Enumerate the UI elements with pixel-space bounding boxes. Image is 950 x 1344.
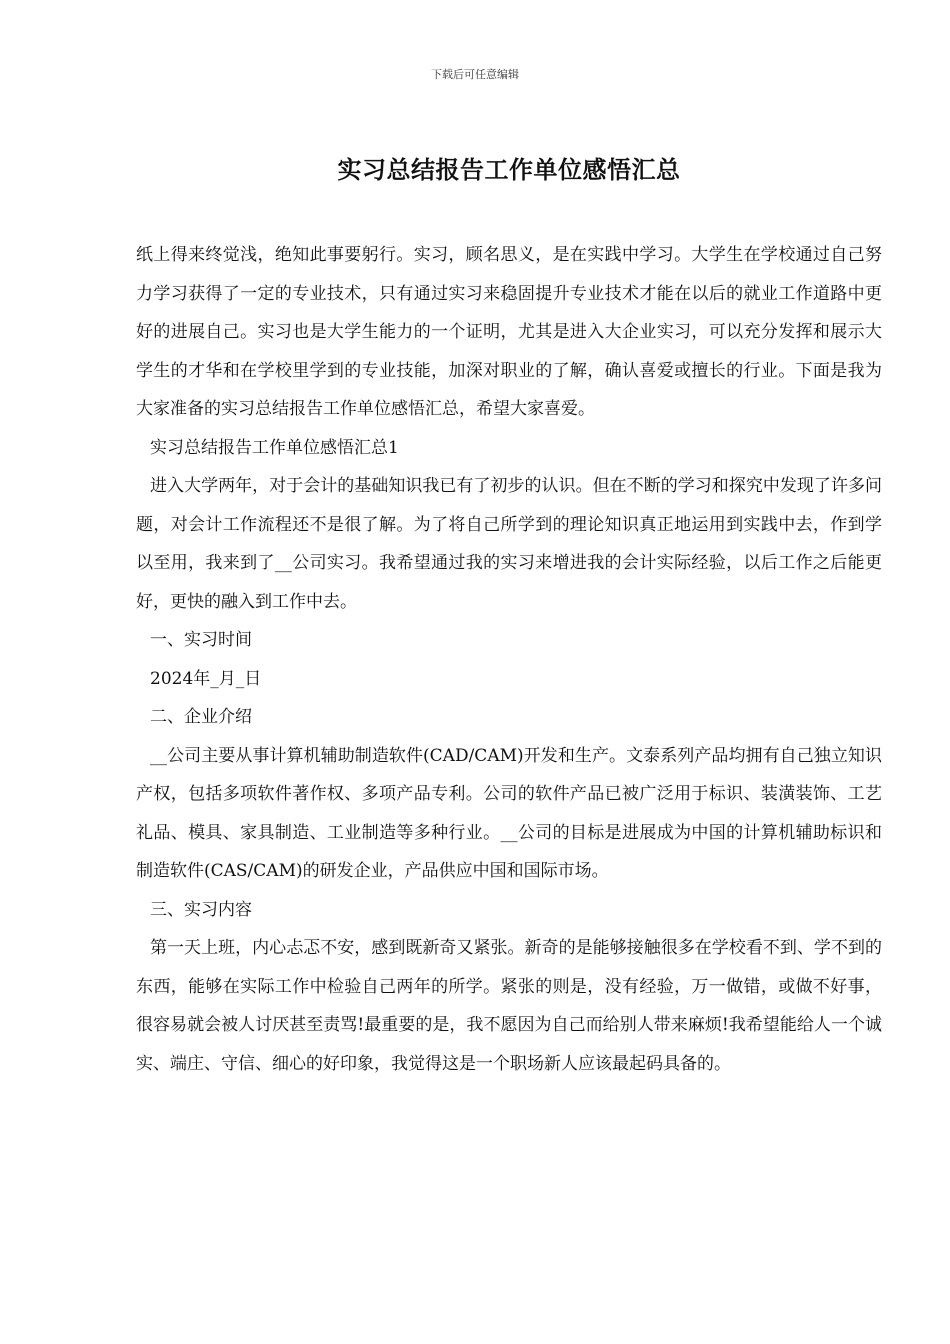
paragraph-first-day: 第一天上班，内心忐忑不安，感到既新奇又紧张。新奇的是能够接触很多在学校看不到、学不到的东西，能够在实际工作中检验自己两年的所学。紧张的则是，没有经验，万一做错，或做不好事，很容易就会被人讨厌甚至责骂!最重要的是，我不愿因为自己而给别人带来麻烦!我希望能给人一个诚实、端庄、守信、细心的好印象，我觉得这是一个职场新人应该最起码具备的。 <box>136 938 882 1074</box>
paragraph-university: 进入大学两年，对于会计的基础知识我已有了初步的认识。但在不断的学习和探究中发现了许多问题，对会计工作流程还不是很了解。为了将自己所学到的理论知识真正地运用到实践中去，作到学以至用，我来到了__公司实习。我希望通过我的实习来增进我的会计实际经验，以后工作之后能更好，更快的融入到工作中去。 <box>136 476 882 612</box>
section-heading-1: 实习总结报告工作单位感悟汇总1 <box>150 437 399 458</box>
heading-internship-content: 三、实习内容 <box>150 899 252 920</box>
heading-company-intro: 二、企业介绍 <box>150 707 252 727</box>
intro-paragraph: 纸上得来终觉浅，绝知此事要躬行。实习，顾名思义，是在实践中学习。大学生在学校通过自己努力学习获得了一定的专业技术，只有通过实习来稳固提升专业技术才能在以后的就业工作道路中更好的进展自己。实习也是大学生能力的一个证明，尤其是进入大企业实习，可以充分发挥和展示大学生的才华和在学校里学到的专业技能，加深对职业的了解，确认喜爱或擅长的行业。下面是我为大家准备的实习总结报告工作单位感悟汇总，希望大家喜爱。 <box>136 245 882 419</box>
header-note: 下载后可任意编辑 <box>431 68 519 81</box>
paragraph-company: __公司主要从事计算机辅助制造软件(CAD/CAM)开发和生产。文泰系列产品均拥有自己独立知识产权，包括多项软件著作权、多项产品专利。公司的软件产品已被广泛用于标识、装潢装饰、工艺礼品、模具、家具制造、工业制造等多种行业。__公司的目标是进展成为中国的计算机辅助标识和制造软件(CAS/CAM)的研发企业，产品供应中国和国际市场。 <box>136 745 882 881</box>
heading-internship-time: 一、实习时间 <box>150 630 252 650</box>
document-title: 实习总结报告工作单位感悟汇总 <box>337 155 681 184</box>
document-body <box>136 236 882 1083</box>
internship-date: 2024年_月_日 <box>150 668 262 689</box>
